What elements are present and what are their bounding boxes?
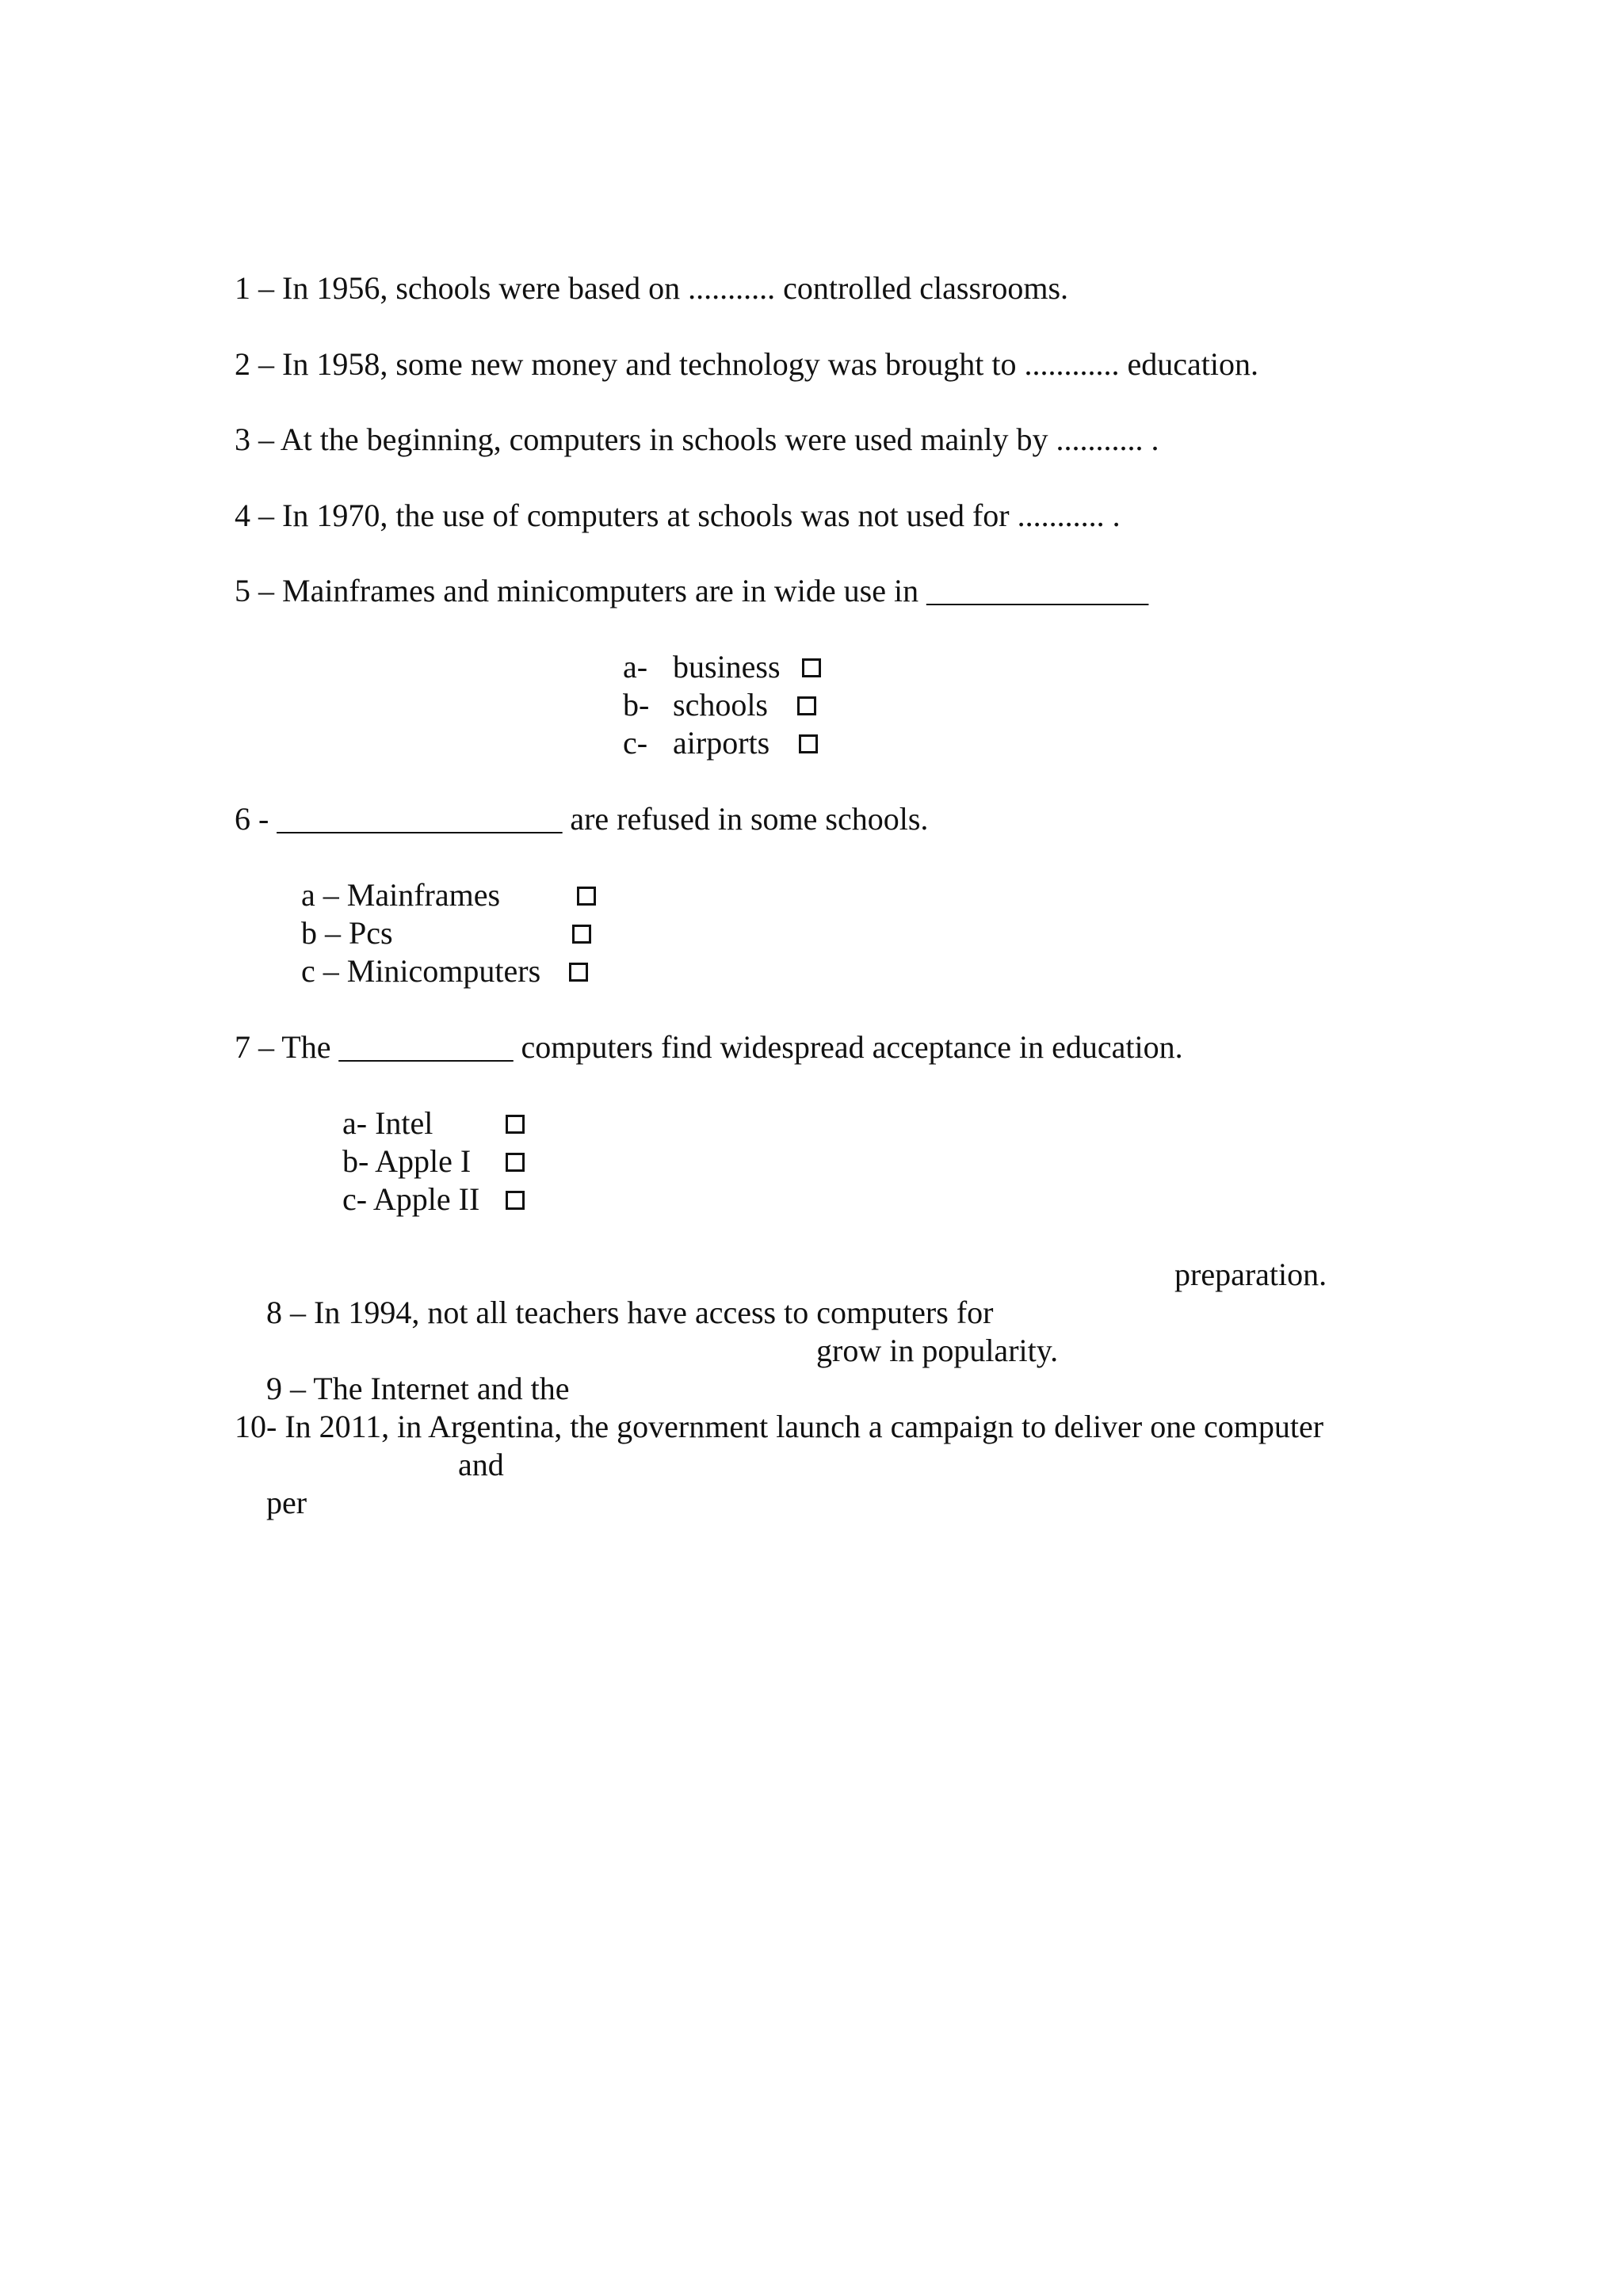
question-7: 7 – The ___________ computers find widespread acceptance in education. — [235, 1029, 1183, 1065]
q5-option-a-letter: a- — [623, 649, 648, 685]
q5-option-b-letter: b- — [623, 687, 650, 723]
question-2: 2 – In 1958, some new money and technology was brought to ............ education. — [235, 346, 1258, 382]
q5-option-b-checkbox[interactable] — [797, 696, 816, 715]
question-5: 5 – Mainframes and minicomputers are in wide use in ______________ — [235, 573, 1149, 608]
q7-option-b-label: b- Apple I — [342, 1143, 472, 1179]
q7-option-c-label: c- Apple II — [342, 1181, 480, 1217]
q5-option-c-label: airports — [673, 725, 770, 761]
question-9-text: 9 – The Internet and the — [266, 1371, 570, 1406]
question-10: 10- In 2011, in Argentina, the government launch a campaign to deliver one computer — [235, 1409, 1324, 1444]
q5-option-c-checkbox[interactable] — [799, 734, 818, 753]
question-4: 4 – In 1970, the use of computers at schools was not used for ........... . — [235, 498, 1121, 533]
q6-option-a-label: a – Mainframes — [301, 877, 501, 913]
question-9-end: grow in popularity. — [816, 1333, 1059, 1368]
q5-option-b-label: schools — [673, 687, 768, 723]
q6-option-b-label: b – Pcs — [301, 915, 393, 951]
q7-option-a-label: a- Intel — [342, 1105, 433, 1141]
question-10-and: and — [458, 1447, 504, 1482]
q7-option-b-checkbox[interactable] — [506, 1153, 525, 1172]
question-10-per: per — [266, 1485, 307, 1520]
question-3: 3 – At the beginning, computers in schools were used mainly by ........... . — [235, 421, 1159, 457]
q7-option-a-checkbox[interactable] — [506, 1115, 525, 1134]
question-6: 6 - __________________ are refused in some schools. — [235, 801, 929, 837]
q7-option-c-checkbox[interactable] — [506, 1191, 525, 1210]
question-10-line-2 — [235, 1446, 307, 1560]
q5-option-a-checkbox[interactable] — [802, 658, 821, 677]
q6-option-c-checkbox[interactable] — [569, 963, 588, 982]
question-8-end: preparation. — [1174, 1257, 1327, 1292]
q5-option-c-letter: c- — [623, 725, 648, 761]
q5-option-a-label: business — [673, 649, 781, 685]
q6-option-a-checkbox[interactable] — [577, 887, 596, 906]
q6-option-b-checkbox[interactable] — [572, 925, 591, 944]
q6-option-c-label: c – Minicomputers — [301, 953, 541, 989]
question-8-text: 8 – In 1994, not all teachers have access to computers for — [266, 1295, 994, 1330]
question-1: 1 – In 1956, schools were based on ........... controlled classrooms. — [235, 270, 1069, 306]
